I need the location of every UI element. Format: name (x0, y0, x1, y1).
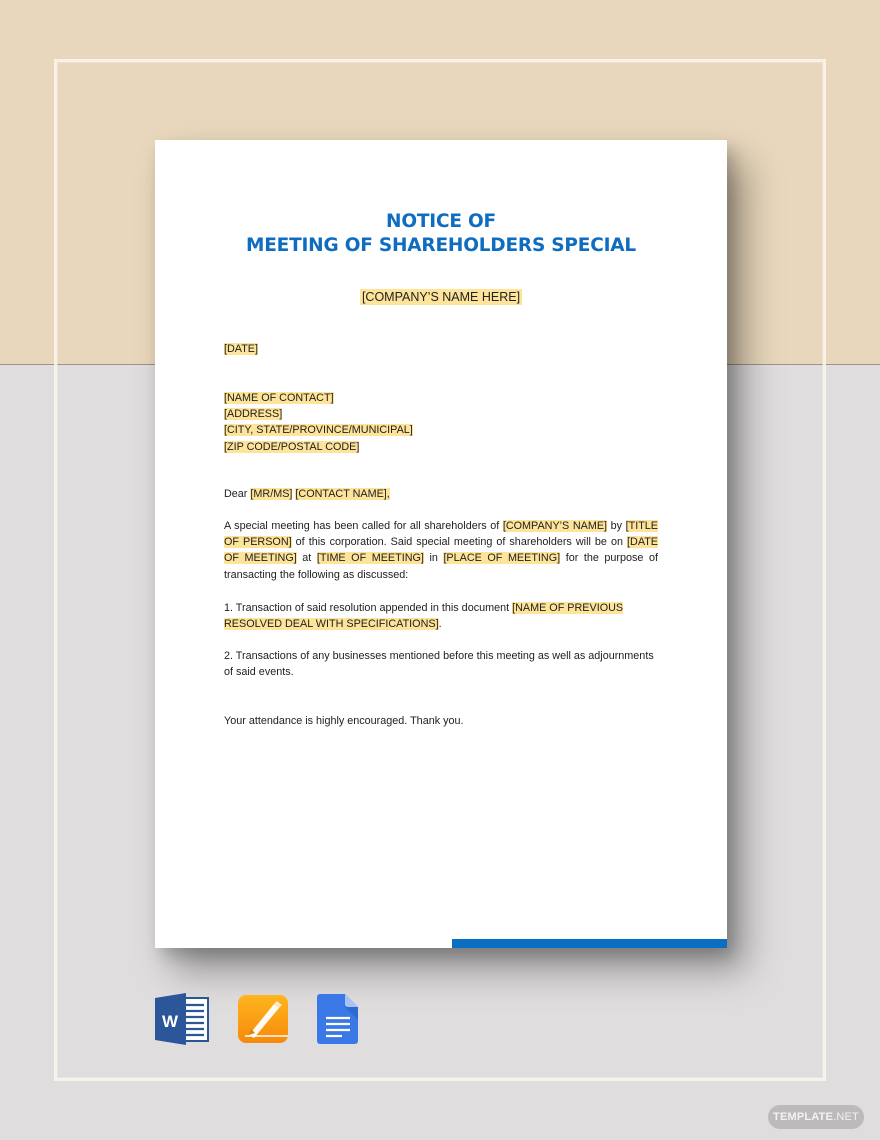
paragraph-text: in (423, 552, 444, 565)
agenda-item-1 (224, 600, 658, 632)
company-name-placeholder (155, 290, 727, 304)
meeting-paragraph (224, 518, 658, 583)
salutation (224, 486, 658, 502)
paragraph-text: of this corporation. Said special meeting of shareholders will be on (291, 536, 628, 549)
place-of-meeting-field: [PLACE OF MEETING] (443, 552, 561, 565)
zip-field: [ZIP CODE/POSTAL CODE] (224, 440, 360, 453)
company-name-field: [COMPANY’S NAME HERE] (361, 290, 521, 304)
salutation-name-field: [CONTACT NAME], (295, 488, 390, 500)
previous-deal-field: [NAME OF PREVIOUS RESOLVED DEAL WITH SPECIFICATIONS] (224, 602, 624, 631)
agenda-item-text: 1. Transaction of said resolution appended in this document (224, 602, 513, 614)
salutation-greeting: Dear (224, 488, 251, 500)
watermark-brand: TEMPLATE (773, 1111, 834, 1123)
company-name-inline-field: [COMPANY’S NAME] (502, 520, 608, 532)
title-line-1: NOTICE OF (386, 211, 496, 232)
paragraph-text: for the purpose of transacting the following as discussed: (224, 552, 658, 581)
salutation-title-field: [MR/MS] (250, 488, 293, 500)
agenda-item-2: 2. Transactions of any businesses mentioned before this meeting as well as adjournments of said events. (224, 650, 654, 679)
paragraph-text: A special meeting has been called for all shareholders of (224, 520, 503, 532)
date-field: [DATE] (224, 343, 258, 355)
date-line (224, 341, 658, 357)
title-of-person-field: [TITLE OF PERSON] (224, 520, 658, 549)
template-net-watermark (768, 1105, 864, 1129)
time-of-meeting-field: [TIME OF MEETING] (316, 552, 424, 565)
google-docs-icon[interactable] (317, 993, 359, 1045)
document-title (155, 210, 727, 258)
paragraph-text: by (607, 520, 626, 532)
title-line-2: MEETING OF SHAREHOLDERS SPECIAL (246, 235, 636, 256)
watermark-tld: .NET (833, 1111, 859, 1123)
apple-pages-icon[interactable] (237, 994, 289, 1044)
paragraph-text: at (296, 552, 317, 565)
date-of-meeting-field: [DATE OF MEETING] (224, 536, 659, 565)
city-field: [CITY, STATE/PROVINCE/MUNICIPAL] (224, 424, 413, 437)
document-accent-bar (452, 939, 727, 948)
recipient-address-block (224, 390, 658, 455)
microsoft-word-icon[interactable] (154, 992, 210, 1046)
closing-line: Your attendance is highly encouraged. Thank you. (224, 715, 464, 727)
svg-text:W: W (161, 1012, 179, 1031)
document-page-preview (155, 140, 727, 948)
contact-name-field: [NAME OF CONTACT] (224, 392, 334, 404)
address-field: [ADDRESS] (224, 408, 283, 421)
agenda-item-end: . (438, 618, 442, 631)
